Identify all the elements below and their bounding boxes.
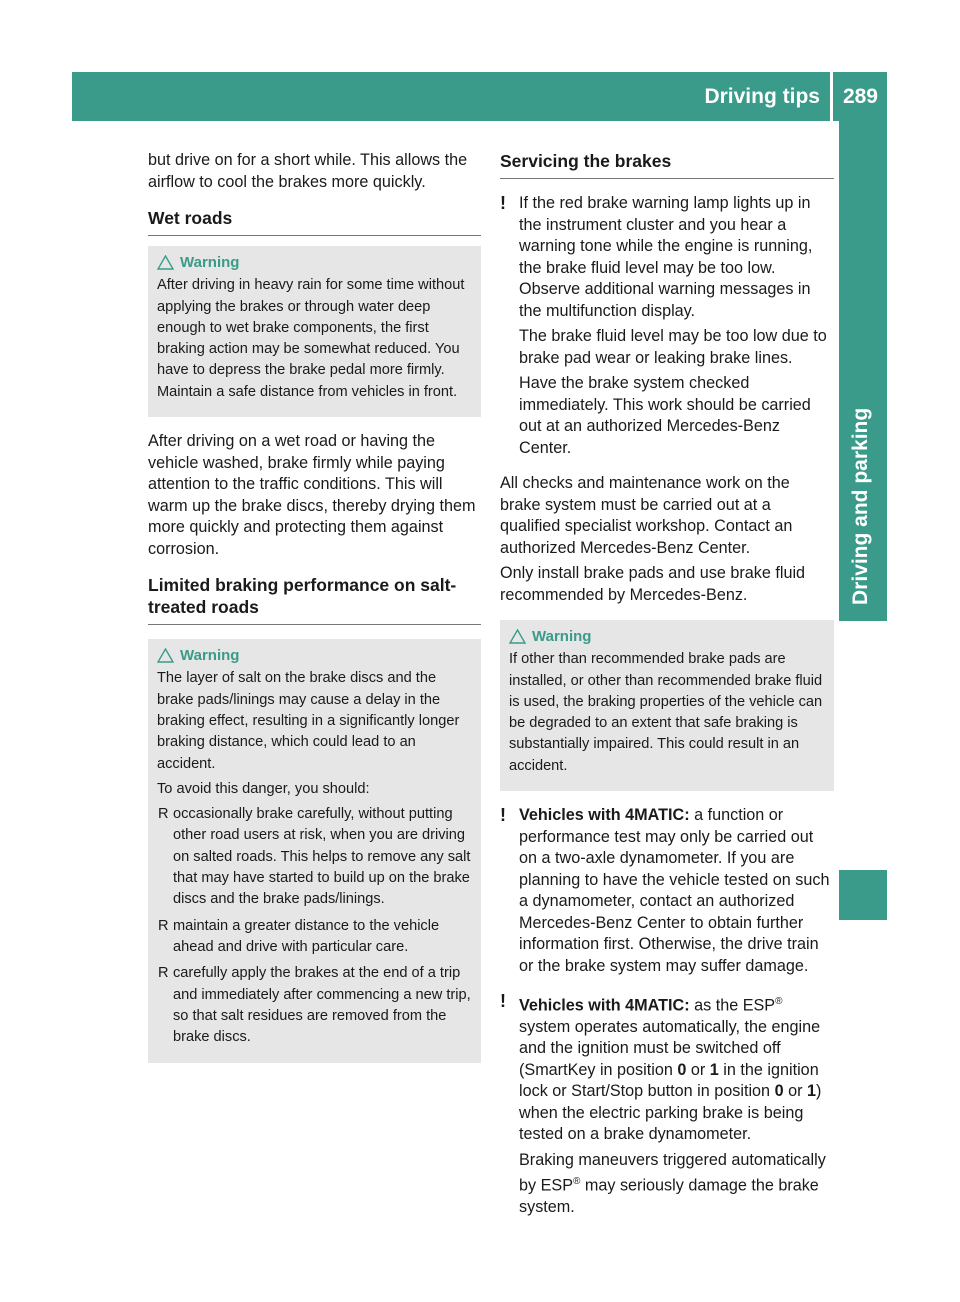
salt-advice-list [157, 804, 473, 1048]
warning-triangle-icon [157, 648, 174, 663]
wet-roads-heading: Wet roads [148, 207, 481, 236]
note-paragraph: Vehicles with 4MATIC: a function or performance test may only be carried out on a two-axle dynamometer. If you are planning to have the vehicle tested on such a dynamometer, contact an authorized Mercedes-Benz Center to obtain further information first. Otherwise, the drive train or the brake system may suffer damage. [519, 806, 830, 975]
exclamation-icon: ! [500, 805, 506, 826]
note-paragraph: If the red brake warning lamp lights up in the instrument cluster and you hear a warning tone while the engine is running, the brake fluid level may be too low. Observe additional warning messages in the multifunction display. [519, 194, 813, 320]
note-brake-warning [500, 193, 834, 463]
page-header-bar [72, 72, 887, 121]
intro-paragraph: but drive on for a short while. This allows the airflow to cool the brakes more quickly. [148, 151, 468, 191]
warning-triangle-icon [509, 629, 526, 644]
warning-label: Warning [180, 647, 240, 665]
note-paragraph: The brake fluid level may be too low due to brake pad wear or leaking brake lines. [519, 327, 827, 367]
exclamation-icon: ! [500, 193, 506, 213]
servicing-heading: Servicing the brakes [500, 150, 834, 179]
warning-text: If other than recommended brake pads are installed, or other than recommended brake fluid is used, the braking properties of the vehicle can be degraded to an extent that safe braking is substantially impaired. This could result in an accident. [509, 651, 823, 774]
avoid-intro: To avoid this danger, you should: [157, 780, 370, 797]
warning-triangle-icon [157, 255, 174, 270]
salt-roads-heading: Limited braking performance on salt-treated roads [148, 574, 481, 625]
list-item: R carefully apply the brakes at the end of a trip and immediately after commencing a new trip, so that salt residues are removed from the brake discs. [158, 965, 471, 1046]
warning-box-wet-roads [148, 246, 481, 417]
side-tab [839, 121, 887, 621]
right-column [500, 150, 834, 1233]
warning-label: Warning [180, 254, 240, 271]
bullet-icon: R [158, 806, 169, 823]
side-tab-label: Driving and parking [849, 407, 872, 605]
warning-label: Warning [532, 628, 592, 645]
list-item: R maintain a greater distance to the vehicle ahead and drive with particular care. [158, 917, 440, 955]
note-paragraph: Have the brake system checked immediately. This work should be carried out at an authorized Mercedes-Benz Center. [519, 374, 811, 457]
warning-box-brake-pads [500, 620, 834, 791]
warning-box-salt [148, 639, 481, 1063]
bullet-icon: R [158, 965, 169, 982]
warning-text: After driving in heavy rain for some time without applying the brakes or through water deep enough to wet brake components, the first braking action may be somewhat reduced. You have to depress the brake pedal more firmly. Maintain a safe distance from vehicles in front. [157, 277, 465, 400]
note-paragraph: Braking maneuvers triggered automatically by ESP® may seriously damage the brake system. [519, 1150, 826, 1217]
list-item: R occasionally brake carefully, without putting other road users at risk, when you are driving on salted roads. This helps to remove any salt that may have started to build up on the brake discs and the brake pads/linings. [158, 806, 471, 908]
note-4matic-esp [500, 991, 834, 1223]
note-4matic-dynamometer [500, 805, 834, 981]
page-number: 289 [842, 84, 878, 108]
side-marker [839, 870, 887, 920]
bullet-icon: R [158, 917, 169, 934]
brake-pads-paragraph: Only install brake pads and use brake fluid recommended by Mercedes-Benz. [500, 564, 806, 604]
left-column [148, 150, 481, 1077]
section-title: Driving tips [704, 84, 820, 108]
warning-text: The layer of salt on the brake discs and the brake pads/linings may cause a delay in the braking effect, resulting in a significantly longer braking distance, which could lead to an accident. [157, 670, 460, 772]
exclamation-icon: ! [500, 991, 506, 1012]
checks-paragraph: All checks and maintenance work on the brake system must be carried out at a qualified specialist workshop. Contact an authorized Mercedes-Benz Center. [500, 474, 793, 557]
wet-roads-body: After driving on a wet road or having the vehicle washed, brake firmly while paying attention to the traffic conditions. This will warm up the brake discs, thereby drying them more quickly and protecting them against corrosion. [148, 432, 476, 558]
note-paragraph: Vehicles with 4MATIC: as the ESP® system operates automatically, the engine and the ignition must be switched off (SmartKey in position 0 or 1 in the ignition lock or Start/Stop button in position 0 or 1) when the electric parking brake is being tested on a brake dynamometer. [519, 996, 822, 1144]
